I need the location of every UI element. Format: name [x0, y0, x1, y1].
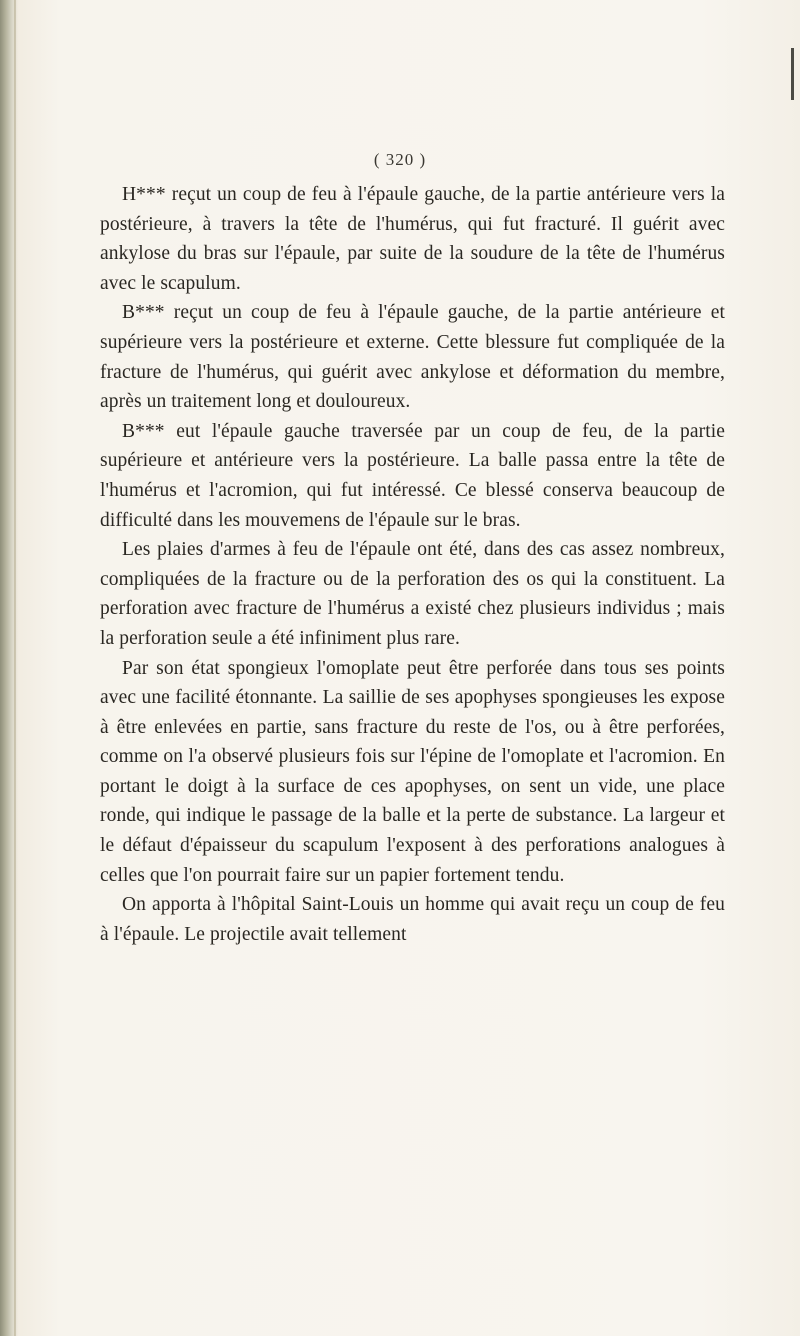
paragraph: Par son état spongieux l'omoplate peut être perforée dans tous ses points avec une facilité étonnante. La saillie de ses apophyses spongieuses les expose à être enlevées en partie, sans fracture du reste de l'os, ou à être perforées, comme on l'a observé plusieurs fois sur l'épine de l'omoplate et l'acromion. En portant le doigt à la surface de ces apophyses, on sent un vide, une place ronde, qui indique le passage de la balle et la perte de substance. La largeur et le défaut d'épaisseur du scapulum l'exposent à des perforations analogues à celles que l'on pourrait faire sur un papier fortement tendu.: [100, 657, 725, 886]
paragraph: On apporta à l'hôpital Saint-Louis un homme qui avait reçu un coup de feu à l'épaule. Le projectile avait tellement: [100, 894, 725, 945]
paragraph: B*** eut l'épaule gauche traversée par un coup de feu, de la partie supérieure et antérieure vers la postérieure. La balle passa entre la tête de l'humérus et l'acromion, qui fut intéressé. Ce blessé conserva beaucoup de difficulté dans les mouvemens de l'épaule sur le bras.: [100, 420, 725, 531]
page-number: ( 320 ): [373, 150, 427, 169]
scan-edge-mark: [791, 48, 794, 100]
body-text: [100, 180, 725, 949]
paragraph: Les plaies d'armes à feu de l'épaule ont été, dans des cas assez nombreux, compliquées de la fracture ou de la perforation des os qui la constituent. La perforation avec fracture de l'humérus a existé chez plusieurs individus ; mais la perforation seule a été infiniment plus rare.: [100, 539, 725, 649]
paragraph: B*** reçut un coup de feu à l'épaule gauche, de la partie antérieure et supérieure vers la postérieure et externe. Cette blessure fut compliquée de la fracture de l'humérus, qui guérit avec ankylose et déformation du membre, après un traitement long et douloureux.: [100, 302, 725, 413]
paragraph: H*** reçut un coup de feu à l'épaule gauche, de la partie antérieure vers la postérieure, à travers la tête de l'humérus, qui fut fracturé. Il guérit avec ankylose du bras sur l'épaule, par suite de la soudure de la tête de l'humérus avec le scapulum.: [100, 184, 725, 294]
page-edge: [14, 0, 16, 1336]
